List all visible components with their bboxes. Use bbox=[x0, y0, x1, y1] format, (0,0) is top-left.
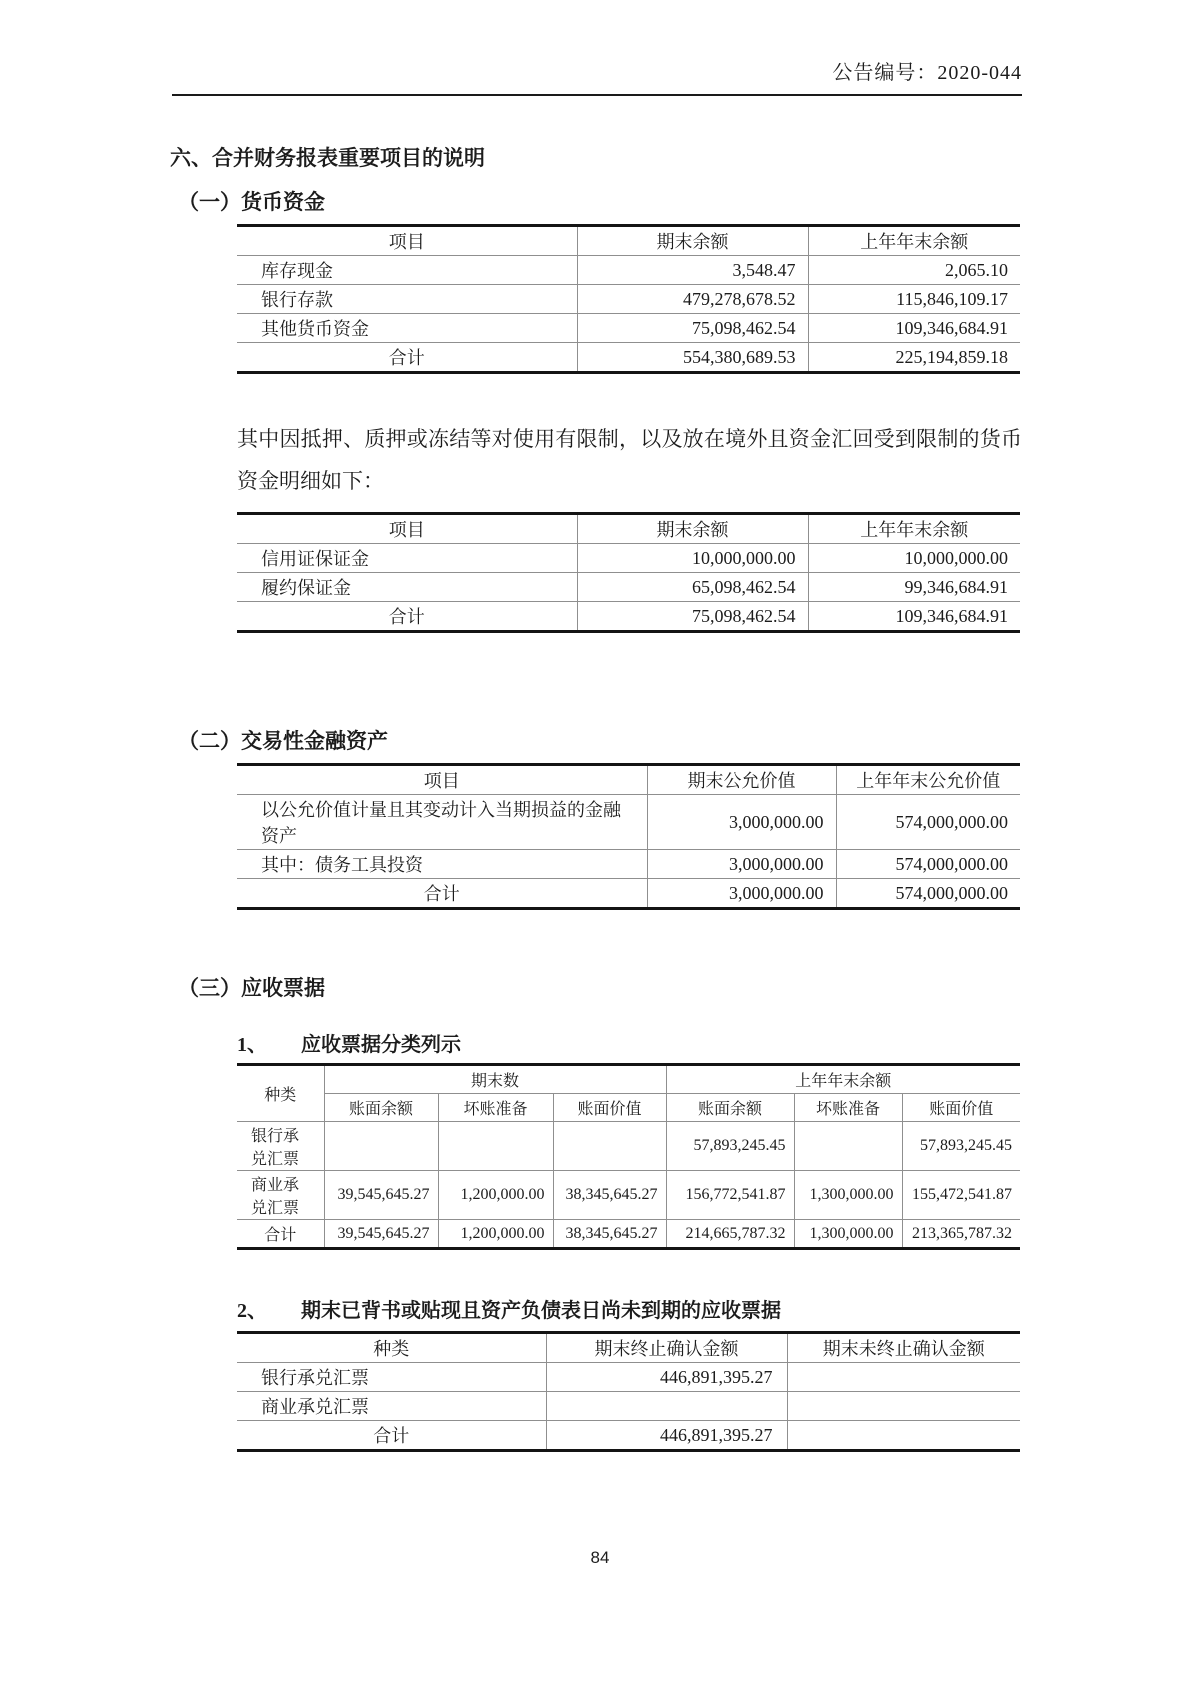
table-total-row bbox=[237, 879, 1020, 909]
table-cell: 115,846,109.17 bbox=[808, 285, 1020, 314]
table-total-row bbox=[237, 1421, 1020, 1451]
column-header: 账面价值 bbox=[902, 1094, 1020, 1122]
column-header: 期末余额 bbox=[577, 226, 808, 256]
table-cell: 合计 bbox=[237, 879, 647, 909]
table-cell: 信用证保证金 bbox=[237, 544, 577, 573]
table-row bbox=[237, 850, 1020, 879]
main-section-title: 六、合并财务报表重要项目的说明 bbox=[170, 146, 485, 170]
table-row bbox=[237, 795, 1020, 850]
column-group-header: 上年年末余额 bbox=[666, 1065, 1020, 1094]
column-header: 项目 bbox=[237, 765, 647, 795]
column-header: 账面价值 bbox=[553, 1094, 666, 1122]
table-cell bbox=[787, 1392, 1020, 1421]
table-cell: 1,200,000.00 bbox=[438, 1220, 553, 1249]
table-cell: 156,772,541.87 bbox=[666, 1171, 794, 1220]
table-row bbox=[237, 544, 1020, 573]
table-cell: 商业承兑汇票 bbox=[237, 1392, 546, 1421]
table-cell: 57,893,245.45 bbox=[666, 1122, 794, 1171]
table-row bbox=[237, 314, 1020, 343]
column-header: 期末未终止确认金额 bbox=[787, 1333, 1020, 1363]
table-cell: 574,000,000.00 bbox=[836, 795, 1020, 850]
table-cell: 3,000,000.00 bbox=[647, 850, 836, 879]
subsection-number: 1、 bbox=[237, 1034, 267, 1056]
header-rule bbox=[172, 94, 1022, 96]
table-cell: 479,278,678.52 bbox=[577, 285, 808, 314]
table-cell bbox=[324, 1122, 438, 1171]
notes-endorsed-table bbox=[237, 1331, 1020, 1452]
table-cell: 554,380,689.53 bbox=[577, 343, 808, 373]
table-header-row bbox=[237, 1333, 1020, 1363]
column-group-header: 期末数 bbox=[324, 1065, 666, 1094]
table-cell: 3,000,000.00 bbox=[647, 795, 836, 850]
table-header-row bbox=[237, 1094, 1020, 1122]
table-cell: 合计 bbox=[237, 343, 577, 373]
table-cell: 39,545,645.27 bbox=[324, 1220, 438, 1249]
table-header-row bbox=[237, 1065, 1020, 1094]
table-cell: 574,000,000.00 bbox=[836, 879, 1020, 909]
column-header: 上年年末公允价值 bbox=[836, 765, 1020, 795]
subsection-title-classification bbox=[237, 1028, 1200, 1057]
notes-classification-table bbox=[237, 1063, 1020, 1250]
table-cell: 其他货币资金 bbox=[237, 314, 577, 343]
table-cell bbox=[787, 1421, 1020, 1451]
table-cell: 3,000,000.00 bbox=[647, 879, 836, 909]
column-header: 种类 bbox=[237, 1065, 324, 1122]
column-header: 项目 bbox=[237, 226, 577, 256]
table-cell: 214,665,787.32 bbox=[666, 1220, 794, 1249]
table-cell: 履约保证金 bbox=[237, 573, 577, 602]
table-cell: 109,346,684.91 bbox=[808, 602, 1020, 632]
section-title-notes-receivable: （三）应收票据 bbox=[178, 976, 325, 1000]
column-header: 上年年末余额 bbox=[808, 514, 1020, 544]
column-header: 期末余额 bbox=[577, 514, 808, 544]
table-header-row bbox=[237, 514, 1020, 544]
table-row bbox=[237, 573, 1020, 602]
table-cell: 574,000,000.00 bbox=[836, 850, 1020, 879]
column-header: 坏账准备 bbox=[438, 1094, 553, 1122]
table-cell: 10,000,000.00 bbox=[577, 544, 808, 573]
table-cell: 合计 bbox=[237, 602, 577, 632]
table-cell: 446,891,395.27 bbox=[546, 1363, 787, 1392]
table-cell: 225,194,859.18 bbox=[808, 343, 1020, 373]
table-cell: 57,893,245.45 bbox=[902, 1122, 1020, 1171]
table-cell: 3,548.47 bbox=[577, 256, 808, 285]
table-cell: 65,098,462.54 bbox=[577, 573, 808, 602]
table-row bbox=[237, 1171, 1020, 1220]
table-row bbox=[237, 1392, 1020, 1421]
subsection-text: 期末已背书或贴现且资产负债表日尚未到期的应收票据 bbox=[301, 1300, 781, 1322]
table-total-row bbox=[237, 343, 1020, 373]
table-cell: 75,098,462.54 bbox=[577, 314, 808, 343]
table-cell bbox=[794, 1122, 902, 1171]
column-header: 种类 bbox=[237, 1333, 546, 1363]
table-cell bbox=[553, 1122, 666, 1171]
table-cell: 38,345,645.27 bbox=[553, 1220, 666, 1249]
table-header-row bbox=[237, 765, 1020, 795]
table-cell: 1,300,000.00 bbox=[794, 1220, 902, 1249]
restricted-funds-table bbox=[237, 512, 1020, 633]
page-number: 84 bbox=[590, 1548, 610, 1567]
section-title-cash: （一）货币资金 bbox=[178, 190, 325, 214]
table-cell: 213,365,787.32 bbox=[902, 1220, 1020, 1249]
table-row bbox=[237, 1122, 1020, 1171]
column-header: 坏账准备 bbox=[794, 1094, 902, 1122]
doc-number: 公告编号：2020-044 bbox=[832, 62, 1022, 84]
restricted-funds-note: 其中因抵押、质押或冻结等对使用有限制，以及放在境外且资金汇回受到限制的货币资金明细如下： bbox=[237, 427, 1022, 493]
column-header: 项目 bbox=[237, 514, 577, 544]
table-cell: 银行承兑汇票 bbox=[237, 1363, 546, 1392]
table-cell: 合计 bbox=[237, 1421, 546, 1451]
table-cell: 库存现金 bbox=[237, 256, 577, 285]
table-row bbox=[237, 256, 1020, 285]
table-cell bbox=[787, 1363, 1020, 1392]
table-cell: 99,346,684.91 bbox=[808, 573, 1020, 602]
table-row bbox=[237, 1363, 1020, 1392]
table-cell: 446,891,395.27 bbox=[546, 1421, 787, 1451]
subsection-text: 应收票据分类列示 bbox=[301, 1034, 461, 1056]
table-cell: 155,472,541.87 bbox=[902, 1171, 1020, 1220]
column-header: 上年年末余额 bbox=[808, 226, 1020, 256]
table-cell: 75,098,462.54 bbox=[577, 602, 808, 632]
table-cell: 合计 bbox=[237, 1220, 324, 1249]
subsection-number: 2、 bbox=[237, 1300, 267, 1322]
table-total-row bbox=[237, 602, 1020, 632]
table-cell bbox=[546, 1392, 787, 1421]
table-cell: 1,300,000.00 bbox=[794, 1171, 902, 1220]
table-cell: 38,345,645.27 bbox=[553, 1171, 666, 1220]
table-total-row bbox=[237, 1220, 1020, 1249]
table-row bbox=[237, 285, 1020, 314]
column-header: 期末终止确认金额 bbox=[546, 1333, 787, 1363]
table-cell: 109,346,684.91 bbox=[808, 314, 1020, 343]
cash-table bbox=[237, 224, 1020, 374]
column-header: 账面余额 bbox=[666, 1094, 794, 1122]
table-cell: 其中：债务工具投资 bbox=[237, 850, 647, 879]
table-header-row bbox=[237, 226, 1020, 256]
table-cell: 银行存款 bbox=[237, 285, 577, 314]
table-cell: 商业承兑汇票 bbox=[237, 1171, 324, 1220]
table-cell: 银行承兑汇票 bbox=[237, 1122, 324, 1171]
column-header: 账面余额 bbox=[324, 1094, 438, 1122]
section-title-trading-assets: （二）交易性金融资产 bbox=[178, 729, 388, 753]
trading-assets-table bbox=[237, 763, 1020, 910]
table-cell: 1,200,000.00 bbox=[438, 1171, 553, 1220]
table-cell: 以公允价值计量且其变动计入当期损益的金融资产 bbox=[237, 795, 647, 850]
subsection-title-endorsed bbox=[237, 1294, 1200, 1323]
column-header: 期末公允价值 bbox=[647, 765, 836, 795]
table-cell: 39,545,645.27 bbox=[324, 1171, 438, 1220]
table-cell: 2,065.10 bbox=[808, 256, 1020, 285]
table-cell: 10,000,000.00 bbox=[808, 544, 1020, 573]
table-cell bbox=[438, 1122, 553, 1171]
